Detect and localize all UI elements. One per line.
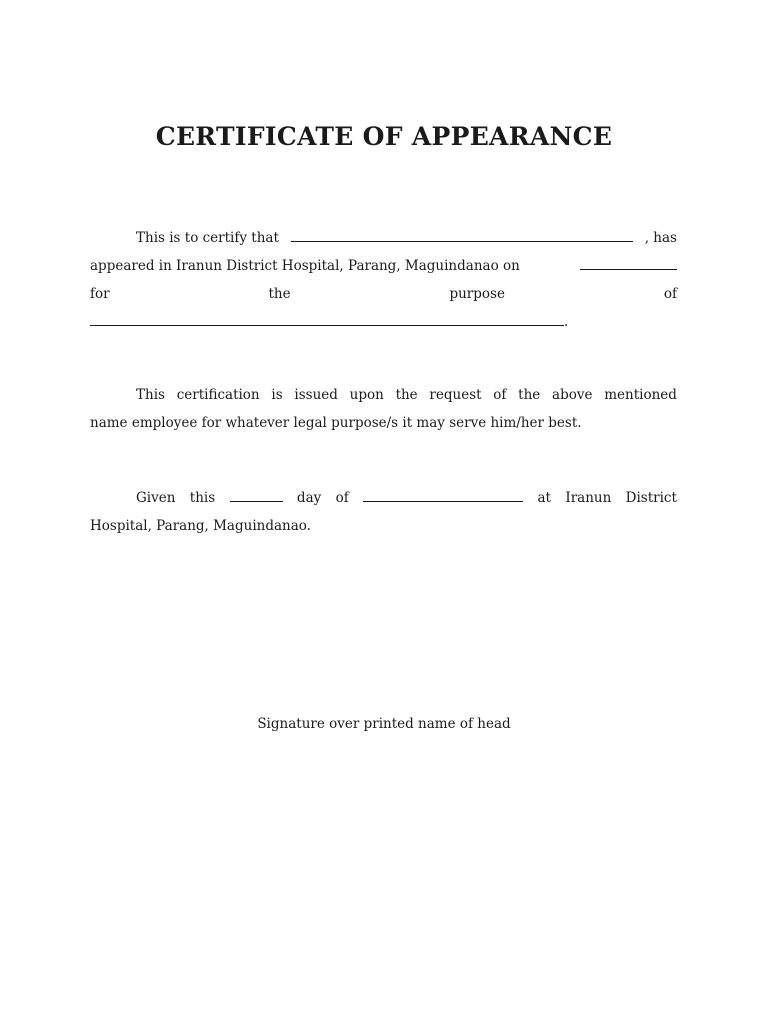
word-is: is	[271, 387, 283, 403]
word-issued: issued	[294, 387, 338, 403]
issuance-paragraph	[90, 381, 677, 437]
given-line-1	[90, 484, 677, 512]
word-the: the	[268, 286, 291, 302]
issuance-line-2-text: name employee for whatever legal purpose/s it may serve him/her best.	[90, 415, 582, 431]
word-above: above	[552, 387, 593, 403]
certify-line-3	[90, 280, 677, 308]
word-of: of	[663, 286, 677, 302]
word-upon: upon	[349, 387, 384, 403]
has-text: , has	[644, 230, 677, 246]
word-of: of	[493, 387, 507, 403]
issuance-word-group-start	[90, 381, 165, 409]
purpose-blank[interactable]	[90, 309, 564, 326]
given-group	[90, 484, 175, 512]
certify-lead-text: This is to certify that	[136, 230, 279, 246]
certificate-title: CERTIFICATE OF APPEARANCE	[155, 122, 613, 151]
certify-line-2	[90, 252, 677, 280]
month-blank[interactable]	[363, 485, 523, 502]
word-the: the	[395, 387, 418, 403]
word-mentioned: mentioned	[604, 387, 677, 403]
certify-lead-group	[90, 224, 279, 252]
word-iranun: Iranun	[565, 490, 612, 506]
word-of: of	[335, 490, 349, 506]
word-purpose: purpose	[449, 286, 505, 302]
name-blank[interactable]	[291, 225, 633, 242]
word-district: District	[625, 490, 677, 506]
word-at: at	[537, 490, 551, 506]
issuance-line-1	[90, 381, 677, 409]
appeared-text: appeared in Iranun District Hospital, Parang, Maguindanao on	[90, 258, 520, 274]
given-paragraph	[90, 484, 677, 540]
issuance-line-2	[90, 409, 677, 437]
signature-label: Signature over printed name of head	[257, 716, 511, 732]
date-blank[interactable]	[580, 253, 677, 270]
given-line-2-text: Hospital, Parang, Maguindanao.	[90, 518, 311, 534]
given-line-2	[90, 512, 677, 540]
period-text: .	[564, 314, 569, 330]
word-certification: certification	[176, 387, 260, 403]
word-given: Given	[136, 490, 176, 506]
certify-line-4	[90, 308, 677, 336]
word-for: for	[90, 286, 110, 302]
word-the-2: the	[518, 387, 541, 403]
certify-line-1	[90, 224, 677, 252]
word-day: day	[296, 490, 322, 506]
word-request: request	[429, 387, 482, 403]
certify-paragraph	[90, 224, 677, 336]
word-this: this	[189, 490, 216, 506]
day-blank[interactable]	[230, 485, 283, 502]
word-this: This	[136, 387, 165, 403]
